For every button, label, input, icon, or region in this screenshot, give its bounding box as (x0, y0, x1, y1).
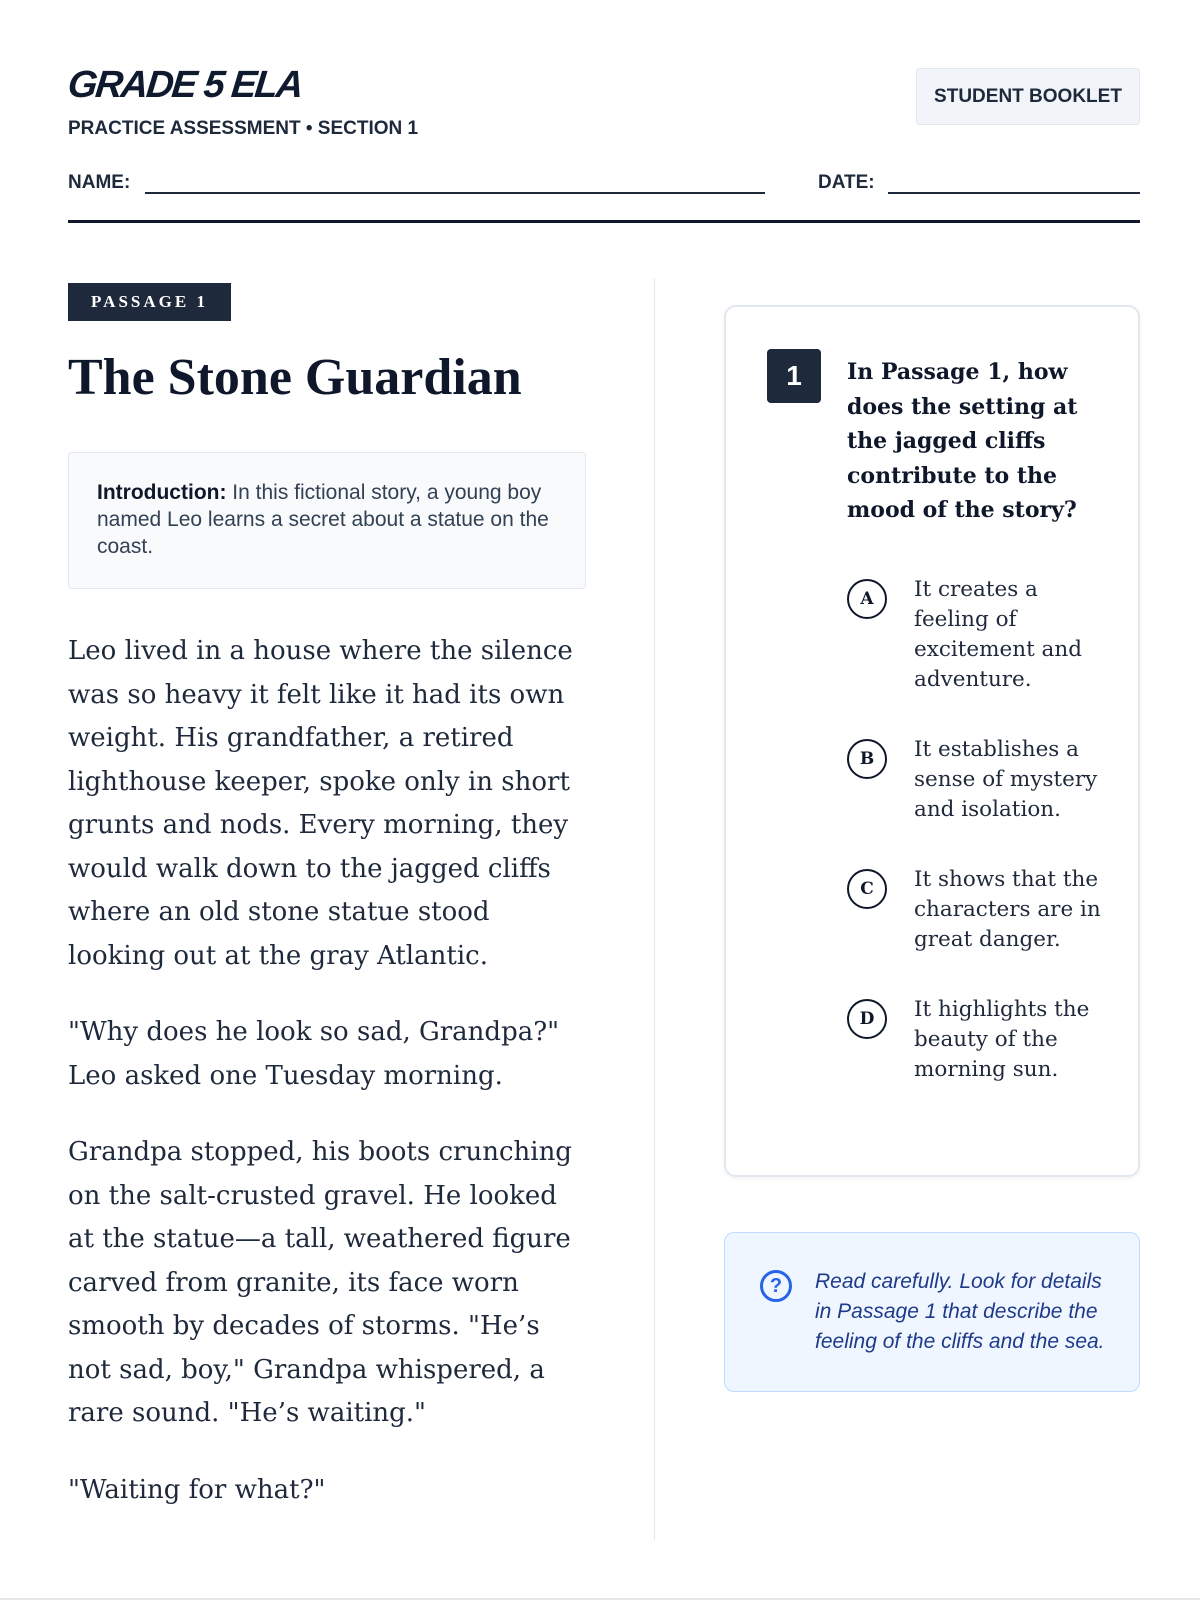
question-number: 1 (767, 349, 821, 403)
passage-paragraph: Leo lived in a house where the silence was so heavy it felt like it had its own weight. His grandfather, a retired lighthouse keeper, spoke only in short grunts and nods. Every morning, they would walk down to the jagged cliffs where an old stone statue stood looking out at the gray Atlantic. (68, 636, 573, 971)
answer-option-d[interactable] (847, 995, 1107, 1085)
passage-introduction (68, 452, 586, 589)
intro-text: In this fictional story, a young boy named Leo learns a secret about a statue on the coast. (97, 481, 549, 558)
answer-options (847, 575, 1107, 1125)
answer-bubble[interactable]: A (847, 579, 887, 619)
answer-bubble[interactable]: B (847, 739, 887, 779)
answer-bubble[interactable]: D (847, 999, 887, 1039)
option-text: It highlights the beauty of the morning sun. (914, 997, 1090, 1082)
question-text: In Passage 1, how does the setting at the jagged cliffs contribute to the mood of the story? (847, 359, 1078, 523)
student-booklet-badge: STUDENT BOOKLET (916, 68, 1140, 125)
passage-paragraph: "Waiting for what?" (68, 1474, 326, 1505)
option-text: It shows that the characters are in great danger. (914, 867, 1101, 952)
hint-text: Read carefully. Look for details in Passage 1 that describe the feeling of the cliffs and the sea. (815, 1270, 1105, 1353)
header-divider (68, 220, 1140, 223)
passage-paragraph: Grandpa stopped, his boots crunching on the salt-crusted gravel. He looked at the statue—a tall, weathered figure carved from granite, its face worn smooth by decades of storms. "He’s not sad, boy," Grandpa whispered, a rare sound. "He’s waiting." (68, 1137, 572, 1428)
name-field-line[interactable] (145, 192, 765, 194)
passage-tag: PASSAGE 1 (68, 283, 231, 321)
name-label: NAME: (68, 172, 131, 193)
date-label: DATE: (818, 172, 875, 193)
column-divider (654, 278, 655, 1540)
question-card (724, 305, 1140, 1177)
hint-box (724, 1232, 1140, 1392)
assessment-page (65, 0, 1140, 1600)
passage-paragraph: "Why does he look so sad, Grandpa?" Leo asked one Tuesday morning. (68, 1017, 560, 1091)
date-field-line[interactable] (888, 192, 1140, 194)
option-text: It creates a feeling of excitement and adventure. (914, 577, 1082, 692)
question-circle-icon: ? (760, 1270, 792, 1302)
booklet-subtitle: PRACTICE ASSESSMENT • SECTION 1 (68, 118, 419, 139)
answer-option-c[interactable] (847, 865, 1107, 955)
answer-bubble[interactable]: C (847, 869, 887, 909)
passage-body (68, 630, 578, 1545)
booklet-title: GRADE 5 ELA (65, 64, 304, 106)
answer-option-b[interactable] (847, 735, 1107, 825)
intro-label: Introduction: (97, 481, 227, 504)
answer-option-a[interactable] (847, 575, 1107, 695)
passage-title: The Stone Guardian (68, 349, 522, 406)
option-text: It establishes a sense of mystery and isolation. (914, 737, 1098, 822)
